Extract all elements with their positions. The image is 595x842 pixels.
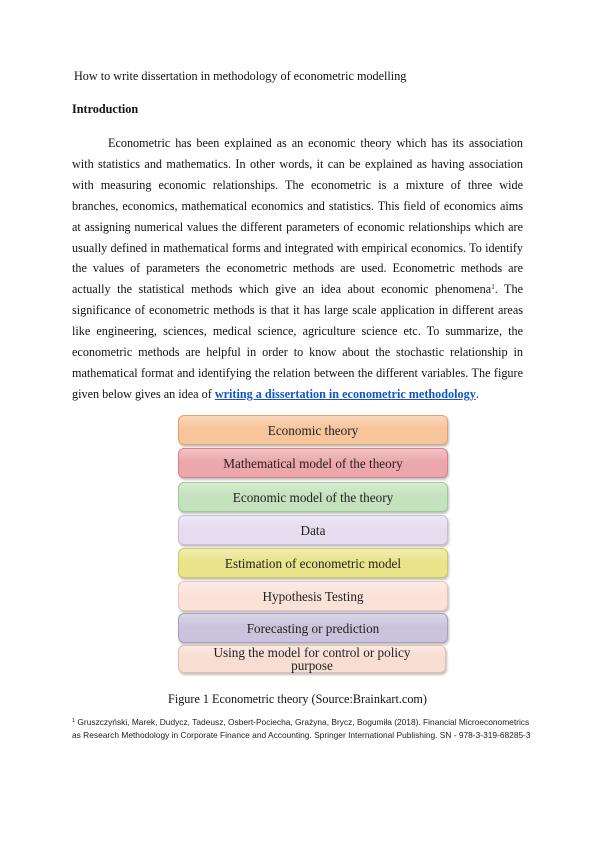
dissertation-link[interactable]: writing a dissertation in econometric methodology [214, 386, 476, 401]
document-title: How to write dissertation in methodology of econometric modelling [74, 69, 407, 83]
flow-box-mathematical-model: Mathematical model of the theory [178, 448, 448, 478]
paragraph-text-part1: Econometric has been explained as an economic theory which has its association with statistics and mathematics. In other words, it can be explained as having association with measuring economic relationships. The econometric is a mixture of three wide branches, economics, mathematical economics and statistics. This field of economics aims at assigning numerical values the different parameters of economic relationships which are usually defined in mathematical forms and integrated with empirical economics. To identify the values of parameters the econometric methods are used. Econometric methods are actually the statistical methods which give an idea about economic phenomena [72, 136, 523, 297]
footnote-reference[interactable]: 1 [491, 283, 495, 292]
footnote-number: 1 [72, 718, 76, 724]
figure-caption: Figure 1 Econometric theory (Source:Brainkart.com) [168, 692, 427, 706]
flow-box-estimation: Estimation of econometric model [178, 548, 448, 578]
paragraph-text-part2: . The significance of econometric methods is that it has large scale application in different areas like engineering, sciences, medical science, agriculture science etc. To summarize, the econometric methods are helpful in order to know about the stochastic relationship in mathematical format and identifying the relation between the different variables. The figure given below gives an idea of [72, 282, 523, 401]
flow-box-policy-purpose: Using the model for control or policy purpose [178, 645, 446, 673]
section-heading: Introduction [72, 102, 139, 116]
flow-box-forecasting: Forecasting or prediction [178, 613, 448, 643]
footnote [72, 716, 532, 742]
flow-box-economic-theory: Economic theory [178, 415, 448, 445]
flow-box-hypothesis-testing: Hypothesis Testing [178, 581, 448, 611]
footnote-text: Gruszczyński, Marek, Dudycz, Tadeusz, Osbert-Pociecha, Grażyna, Brycz, Bogumiła (2018). Financial Microeconometrics as Research Methodology in Corporate Finance and Accounting. Springer International Publishing. SN - 978-3-319-68285-3 [72, 717, 531, 740]
paragraph-end: . [475, 386, 479, 401]
flow-box-data: Data [178, 515, 448, 545]
introduction-paragraph [72, 133, 523, 405]
econometric-flow-figure [176, 415, 452, 673]
flow-box-economic-model: Economic model of the theory [178, 482, 448, 512]
